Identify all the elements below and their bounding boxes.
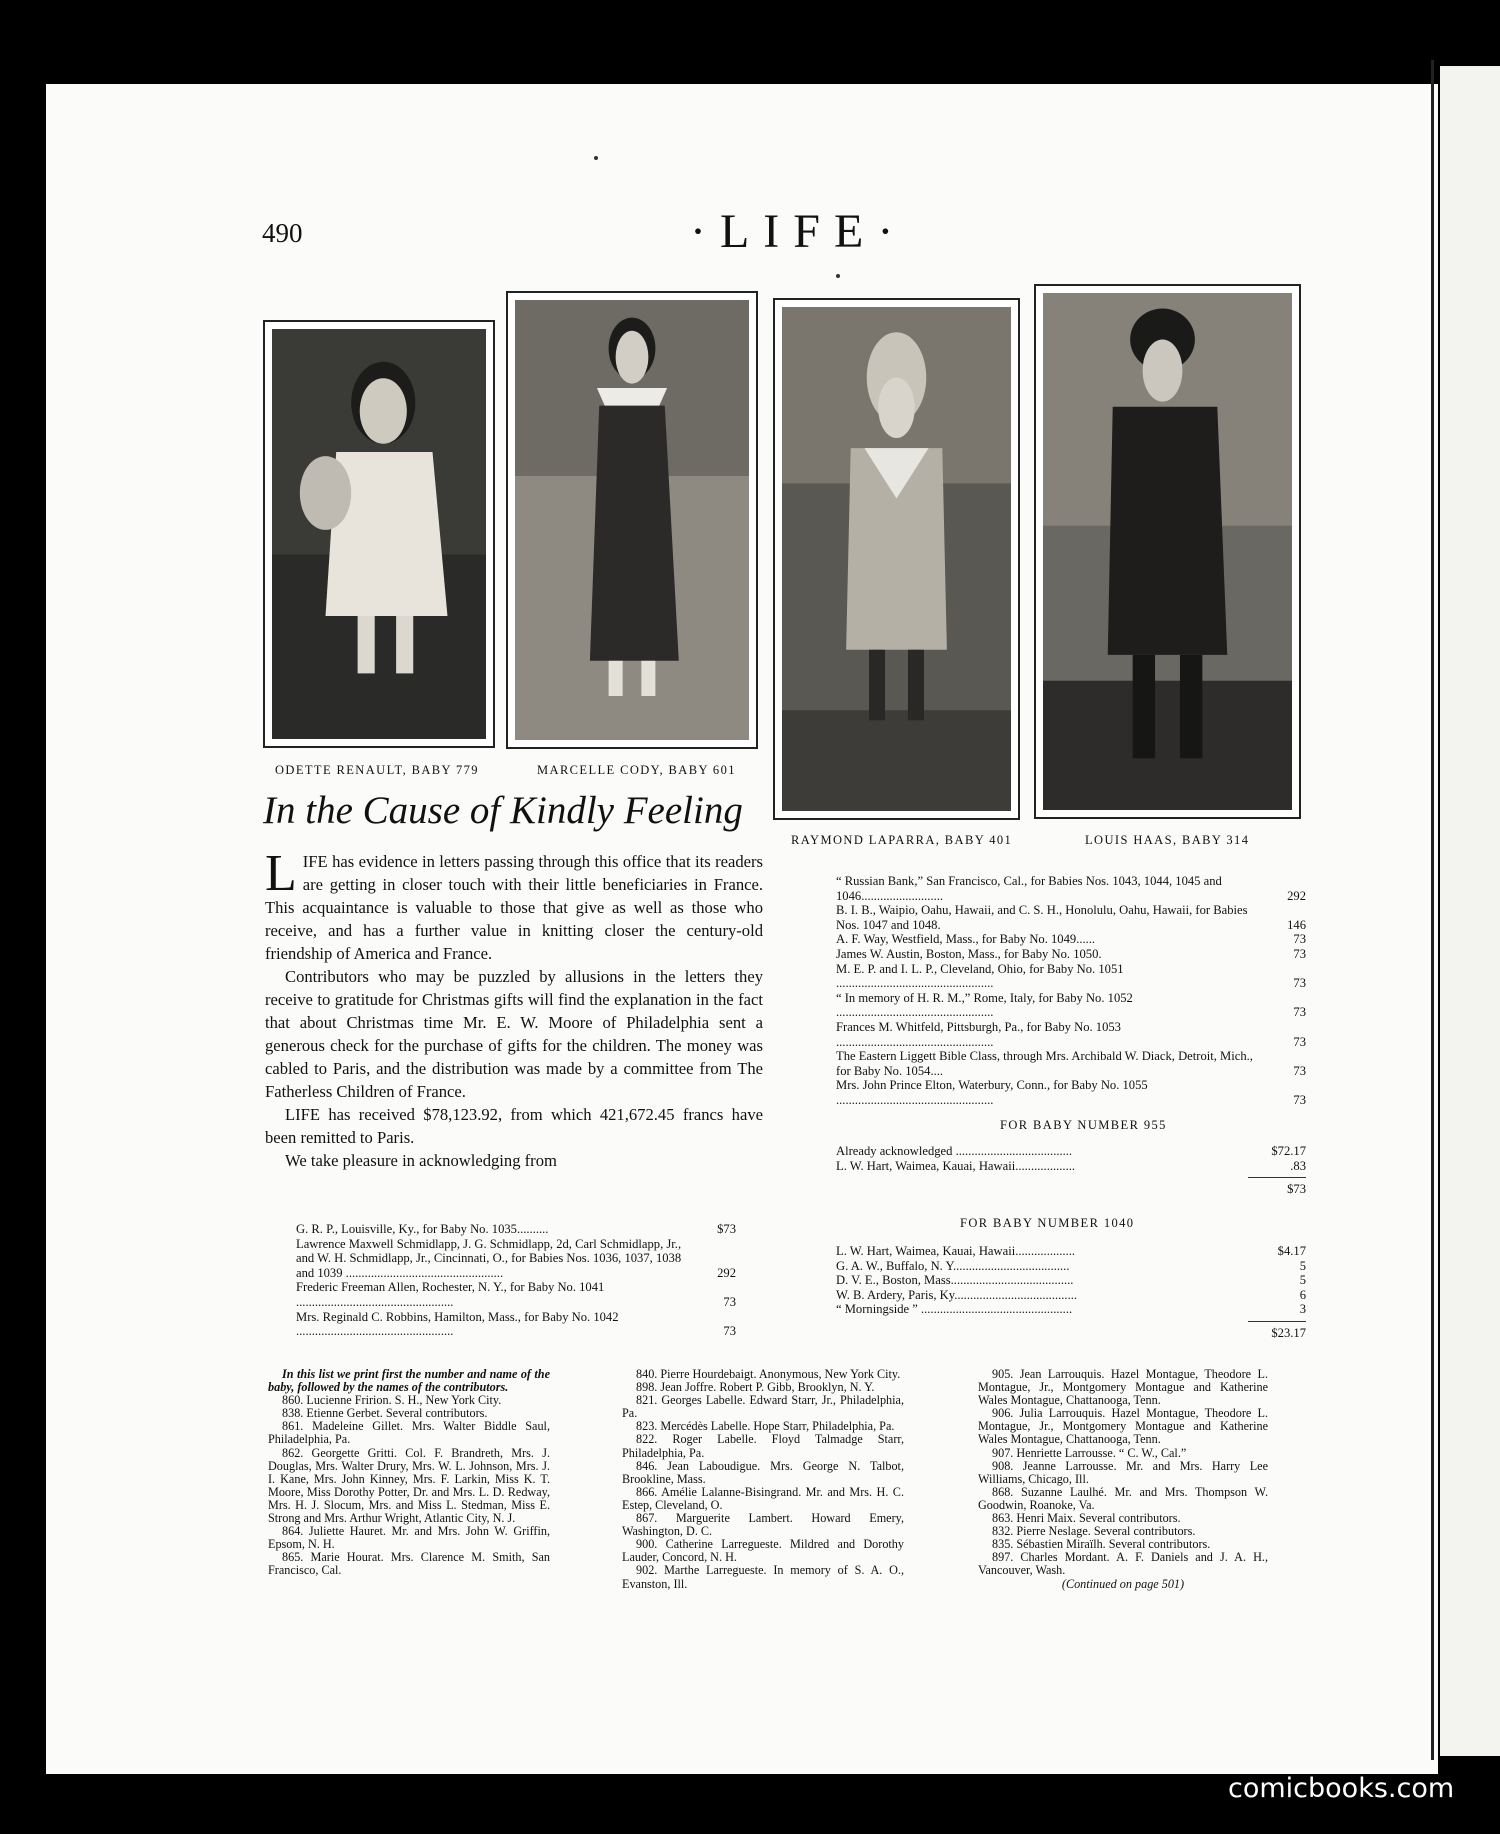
entry-text: A. F. Way, Westfield, Mass., for Baby No. 1049...... [836, 932, 1096, 947]
entry-text: Lawrence Maxwell Schmidlapp, J. G. Schmidlapp, 2d, Carl Schmidlapp, Jr., and W. H. Schmidlapp, Jr., Cincinnati, O., for Babies Nos. 1036, 1037, 1038 and 1039 .................................................. [296, 1236, 682, 1280]
entry-amount: 73 [1293, 976, 1306, 991]
acknowledgement-entry [836, 1049, 1306, 1078]
baby-955-ledger [836, 1144, 1306, 1197]
ledger-total: $73 [1248, 1177, 1306, 1197]
baby-list-column-3 [978, 1368, 1268, 1591]
entry-text: Mrs. John Prince Elton, Waterbury, Conn., for Baby No. 1055 .................................................. [836, 1078, 1148, 1107]
ledger-row [836, 1288, 1306, 1303]
print-speck [594, 156, 598, 160]
ledger-row [836, 1144, 1306, 1159]
ledger-row [836, 1259, 1306, 1274]
list-item: 846. Jean Laboudigue. Mrs. George N. Talbot, Brookline, Mass. [622, 1458, 904, 1486]
ledger-amount: 5 [1299, 1258, 1306, 1273]
entry-text: Frances M. Whitfeld, Pittsburgh, Pa., for Baby No. 1053 .................................................. [836, 1019, 1121, 1049]
entry-text: The Eastern Liggett Bible Class, through Mrs. Archibald W. Diack, Detroit, Mich., for Baby No. 1054.... [836, 1049, 1253, 1078]
acknowledgements-left [296, 1222, 736, 1339]
entry-amount: 292 [717, 1265, 736, 1280]
article-paragraph [265, 845, 763, 965]
entry-amount: 73 [723, 1324, 736, 1339]
list-item: 900. Catherine Larregueste. Mildred and Dorothy Lauder, Concord, N. H. [622, 1537, 904, 1565]
ledger-row [836, 1244, 1306, 1259]
baby-list-column-1 [268, 1368, 550, 1578]
masthead-title: LIFE [719, 205, 878, 258]
page-gutter [1431, 60, 1434, 1760]
list-item: 865. Marie Hourat. Mrs. Clarence M. Smith, San Francisco, Cal. [268, 1550, 550, 1578]
entry-amount: 146 [1287, 917, 1306, 932]
list-item: 823. Mercédès Labelle. Hope Starr, Philadelphia, Pa. [636, 1419, 895, 1434]
section-heading: FOR BABY NUMBER 955 [1000, 1118, 1167, 1132]
acknowledgement-entry [296, 1310, 736, 1339]
list-item: 868. Suzanne Laulhé. Mr. and Mrs. Thompson W. Goodwin, Roanoke, Va. [978, 1484, 1268, 1512]
child-portrait-image [515, 300, 749, 740]
list-item: 897. Charles Mordant. A. F. Daniels and J. A. H., Vancouver, Wash. [978, 1550, 1268, 1578]
ledger-amount: 3 [1299, 1302, 1306, 1317]
list-item: 835. Sébastien Miraïlh. Several contributors. [992, 1537, 1211, 1552]
article-paragraph: Contributors who may be puzzled by allusions in the letters they receive to gratitude for Christmas gifts will find the explanation in the fact that about Christmas time Mr. E. W. Moore of Philadelphia sent a generous check for the purchase of gifts for the children. The money was cabled to Paris, and the distribution was made by a committee from The Fatherless Children of France. [265, 967, 763, 1101]
ledger-amount: $4.17 [1277, 1244, 1306, 1258]
acknowledgement-entry [836, 947, 1306, 962]
entry-amount: 73 [723, 1294, 736, 1309]
paragraph-text: IFE has evidence in letters passing through this office that its readers are getting in closer touch with their little beneficiaries in France. This acquaintance is valuable to those that give as well as those who receive, and has a further value in knitting closer the century-old friendship of America and France. [265, 852, 763, 963]
section-heading: FOR BABY NUMBER 1040 [960, 1216, 1135, 1230]
adjacent-page-edge [1440, 66, 1500, 1756]
list-item: 906. Julia Larrouquis. Hazel Montague, Theodore L. Montague, Jr., Montgomery Montague and Katherine Wales Montague, Chattanooga, Tenn. [978, 1406, 1268, 1447]
acknowledgements-right [836, 874, 1306, 1108]
ledger-text: “ Morningside ” ................................................ [836, 1302, 1073, 1317]
list-item: 905. Jean Larrouquis. Hazel Montague, Theodore L. Montague, Jr., Montgomery Montague and Katherine Wales Montague, Chattanooga, Tenn. [978, 1367, 1268, 1408]
entry-text: Mrs. Reginald C. Robbins, Hamilton, Mass., for Baby No. 1042 .................................................. [296, 1309, 619, 1339]
list-item: 907. Henriette Larrousse. “ C. W., Cal.” [992, 1445, 1187, 1460]
acknowledgement-entry [836, 991, 1306, 1020]
entry-text: G. R. P., Louisville, Ky., for Baby No. 1035.......... [296, 1222, 549, 1236]
child-portrait-image [272, 329, 486, 739]
entry-amount: 73 [1293, 1034, 1306, 1049]
ledger-text: G. A. W., Buffalo, N. Y..................................... [836, 1258, 1070, 1273]
ledger-amount: 6 [1299, 1287, 1306, 1302]
acknowledgement-entry [836, 903, 1306, 932]
article-body [265, 845, 763, 1172]
ledger-text: L. W. Hart, Waimea, Kauai, Hawaii................... [836, 1158, 1076, 1173]
acknowledgement-entry [296, 1237, 736, 1281]
acknowledgement-entry [836, 932, 1306, 947]
entry-amount: 73 [1293, 946, 1306, 961]
ledger-text: Already acknowledged ..................................... [836, 1144, 1073, 1158]
drop-cap: L [265, 845, 297, 902]
ledger-text: D. V. E., Boston, Mass....................................... [836, 1273, 1074, 1288]
child-portrait-image [1043, 293, 1292, 810]
photo-marcelle-cody [506, 291, 758, 749]
continued-note: (Continued on page 501) [1061, 1576, 1185, 1591]
list-item: 838. Etienne Gerbet. Several contributors. [282, 1406, 488, 1421]
ledger-text: W. B. Ardery, Paris, Ky....................................... [836, 1287, 1078, 1302]
photo-caption: LOUIS HAAS, BABY 314 [1085, 833, 1250, 847]
baby-list-column-2 [622, 1368, 904, 1591]
list-item: 861. Madeleine Gillet. Mrs. Walter Biddle Saul, Philadelphia, Pa. [268, 1419, 550, 1447]
baby-1040-ledger [836, 1244, 1306, 1341]
ledger-row [836, 1302, 1306, 1317]
ledger-amount: $72.17 [1271, 1144, 1306, 1158]
print-speck [836, 274, 840, 278]
acknowledgement-entry [836, 962, 1306, 991]
masthead: ·LIFE· [690, 205, 908, 258]
ledger-row [836, 1273, 1306, 1288]
list-item: 866. Amélie Lalanne-Bisingrand. Mr. and Mrs. H. C. Estep, Cleveland, O. [622, 1484, 904, 1512]
ledger-amount: .83 [1290, 1158, 1306, 1173]
list-item: 821. Georges Labelle. Edward Starr, Jr., Philadelphia, Pa. [622, 1393, 904, 1421]
acknowledgement-entry [296, 1280, 736, 1309]
entry-text: James W. Austin, Boston, Mass., for Baby No. 1050. [836, 946, 1102, 961]
list-item: 860. Lucienne Fririon. S. H., New York City. [282, 1393, 502, 1408]
list-item: 862. Georgette Gritti. Col. F. Brandreth, Mrs. J. Douglas, Mrs. Walter Drury, Mrs. W. L. Johnson, Mrs. J. I. Kane, Mrs. John Kinney, Mrs. F. Larkin, Miss K. T. Moore, Miss Dorothy Potter, Dr. and Mrs. L. D. Redway, Mrs. H. J. Slocum, Mrs. and Miss L. Stedman, Miss E. Strong and Mrs. Arthur Wright, Atlantic City, N. J. [268, 1445, 550, 1526]
list-item: 867. Marguerite Lambert. Howard Emery, Washington, D. C. [622, 1511, 904, 1539]
list-item: 863. Henri Maix. Several contributors. [992, 1511, 1181, 1526]
acknowledgement-entry [296, 1222, 736, 1237]
entry-amount: 73 [1293, 1005, 1306, 1020]
acknowledgement-entry [836, 874, 1306, 903]
photo-raymond-laparra [773, 298, 1020, 820]
ledger-amount: 5 [1299, 1273, 1306, 1288]
article-paragraph: LIFE has received $78,123.92, from which 421,672.45 francs have been remitted to Paris. [265, 1105, 763, 1147]
article-headline: In the Cause of Kindly Feeling [263, 789, 743, 832]
list-item: 832. Pierre Neslage. Several contributors. [992, 1524, 1196, 1539]
entry-amount: 73 [1293, 932, 1306, 947]
ledger-text: L. W. Hart, Waimea, Kauai, Hawaii................... [836, 1244, 1076, 1258]
ledger-row [836, 1159, 1306, 1174]
list-item: 908. Jeanne Larrousse. Mr. and Mrs. Harry Lee Williams, Chicago, Ill. [978, 1458, 1268, 1486]
child-portrait-image [782, 307, 1011, 811]
ledger-total: $23.17 [1248, 1321, 1306, 1341]
entry-text: “ In memory of H. R. M.,” Rome, Italy, for Baby No. 1052 .................................................. [836, 990, 1133, 1020]
source-watermark: comicbooks.com [1228, 1773, 1455, 1804]
entry-amount: 73 [1293, 1092, 1306, 1107]
photo-louis-haas [1034, 284, 1301, 819]
photo-odette-renault [263, 320, 495, 748]
list-item: 898. Jean Joffre. Robert P. Gibb, Brooklyn, N. Y. [636, 1380, 875, 1395]
photo-caption: MARCELLE CODY, BABY 601 [537, 763, 736, 777]
entry-text: Frederic Freeman Allen, Rochester, N. Y., for Baby No. 1041 .................................................. [296, 1280, 605, 1309]
entry-amount: 292 [1287, 888, 1306, 903]
acknowledgement-entry [836, 1078, 1306, 1107]
page-number: 490 [262, 218, 303, 248]
list-intro: In this list we print first the number and name of the baby, followed by the names of the contributors. [268, 1367, 550, 1395]
photo-caption: ODETTE RENAULT, BABY 779 [275, 763, 479, 777]
entry-text: M. E. P. and I. L. P., Cleveland, Ohio, for Baby No. 1051 .................................................. [836, 961, 1124, 991]
list-item: 822. Roger Labelle. Floyd Talmadge Starr, Philadelphia, Pa. [622, 1432, 904, 1460]
photo-caption: RAYMOND LAPARRA, BABY 401 [791, 833, 1013, 847]
entry-text: “ Russian Bank,” San Francisco, Cal., for Babies Nos. 1043, 1044, 1045 and 1046.......................... [836, 874, 1222, 903]
list-item: 864. Juliette Hauret. Mr. and Mrs. John W. Griffin, Epsom, N. H. [268, 1524, 550, 1552]
entry-amount: $73 [717, 1222, 736, 1236]
list-item: 840. Pierre Hourdebaigt. Anonymous, New York City. [636, 1367, 901, 1381]
entry-text: B. I. B., Waipio, Oahu, Hawaii, and C. S. H., Honolulu, Oahu, Hawaii, for Babies Nos. 1047 and 1048. [836, 903, 1248, 932]
acknowledgement-entry [836, 1020, 1306, 1049]
entry-amount: 73 [1293, 1063, 1306, 1078]
list-item: 902. Marthe Larregueste. In memory of S. A. O., Evanston, Ill. [622, 1563, 904, 1591]
article-paragraph: We take pleasure in acknowledging from [285, 1151, 557, 1170]
